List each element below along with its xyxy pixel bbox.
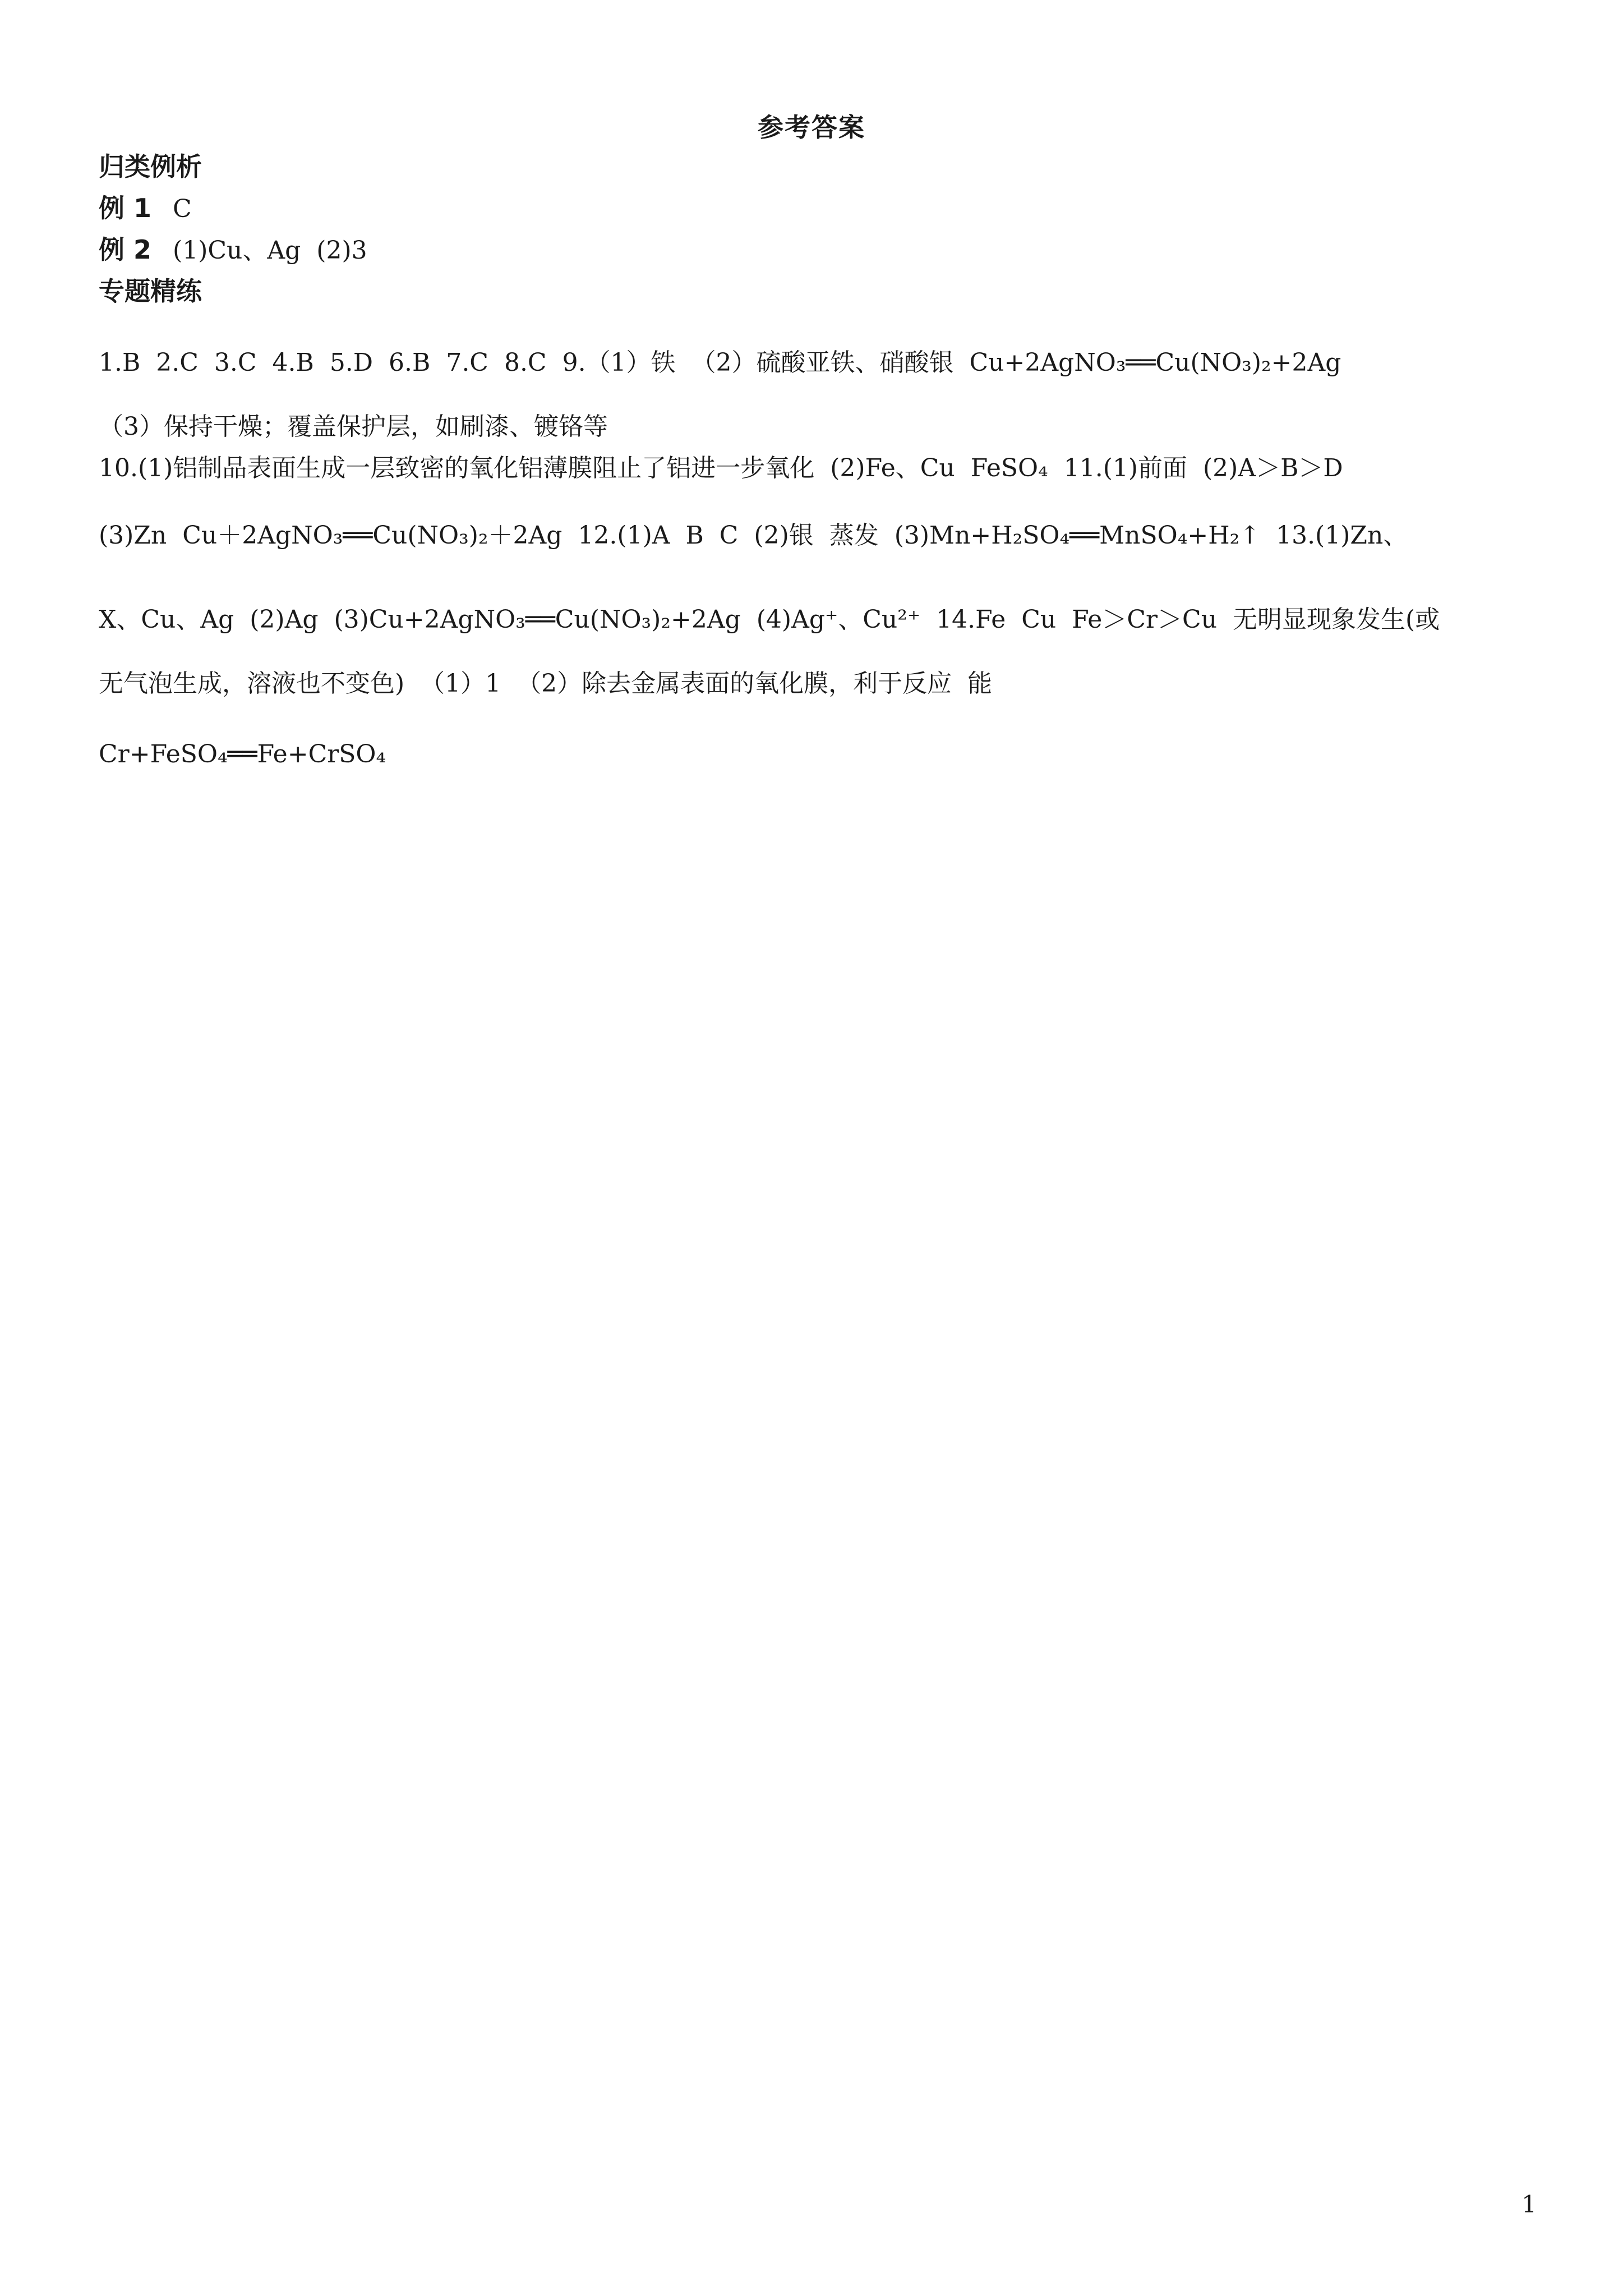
example-2-label: 例 2 [99,234,152,265]
answer-line-7: Cr+FeSO₄══Fe+CrSO₄ [99,740,386,769]
answer-line-6: 无气泡生成，溶液也不变色) （1）1 （2）除去金属表面的氧化膜，利于反应 能 [99,669,993,698]
example-1-answer: C [173,195,192,223]
answer-line-1: 1.B 2.C 3.C 4.B 5.D 6.B 7.C 8.C 9.（1）铁 （2）硫酸亚铁、硝酸银 Cu+2AgNO₃══Cu(NO₃)₂+2Ag [99,348,1341,377]
example-2 [99,230,367,270]
example-2-answer: (1)Cu、Ag (2)3 [173,236,367,265]
section-heading-practice: 专题精练 [99,276,202,306]
page-number: 1 [1521,2191,1537,2218]
section-heading-examples: 归类例析 [99,151,202,182]
answer-line-2: （3）保持干燥；覆盖保护层，如刷漆、镀铬等 [99,412,608,441]
answer-line-4: (3)Zn Cu＋2AgNO₃══Cu(NO₃)₂＋2Ag 12.(1)A B C (2)银 蒸发 (3)Mn+H₂SO₄══MnSO₄+H₂↑ 13.(1)Zn、 [99,521,1408,550]
answer-line-5: X、Cu、Ag (2)Ag (3)Cu+2AgNO₃══Cu(NO₃)₂+2Ag (4)Ag⁺、Cu²⁺ 14.Fe Cu Fe＞Cr＞Cu 无明显现象发生(或 [99,605,1440,634]
page-title: 参考答案 [758,112,865,142]
example-1 [99,188,192,229]
answer-line-3: 10.(1)铝制品表面生成一层致密的氧化铝薄膜阻止了铝进一步氧化 (2)Fe、Cu FeSO₄ 11.(1)前面 (2)A＞B＞D [99,454,1343,482]
example-1-label: 例 1 [99,193,152,223]
